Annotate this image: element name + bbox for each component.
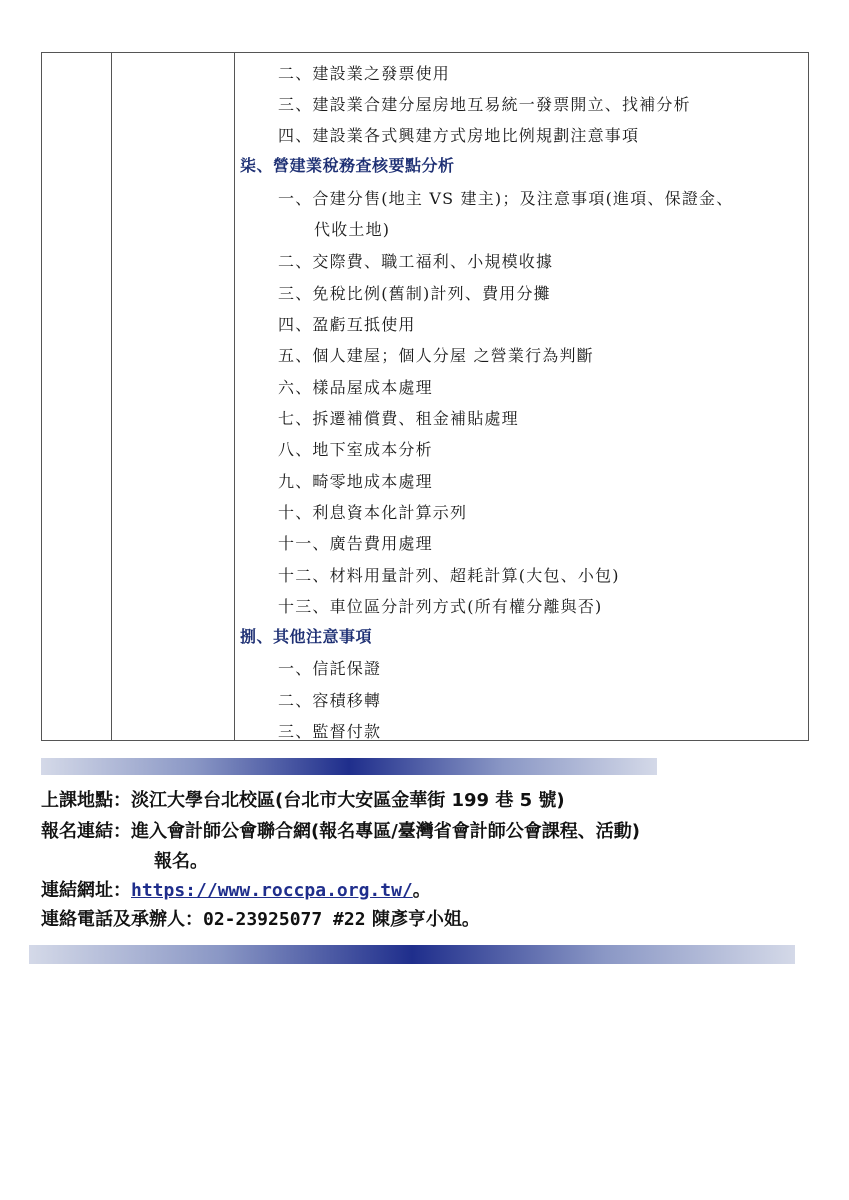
table-column-divider [111,53,112,740]
table-column-divider [234,53,235,740]
decorative-gradient-bar [29,945,795,964]
registration-instructions-continuation: 報名。 [154,851,208,872]
contact-line [41,905,480,931]
website-link[interactable]: https://www.roccpa.org.tw/ [131,880,413,901]
list-item: 一、信託保證 [278,659,382,678]
list-item: 二、容積移轉 [278,691,382,710]
list-item: 二、建設業之發票使用 [278,64,451,83]
list-item: 十三、車位區分計列方式(所有權分離與否) [278,597,603,616]
list-item: 三、免稅比例(舊制)計列、費用分攤 [278,284,551,303]
section-heading: 捌、其他注意事項 [240,627,373,646]
list-item: 四、建設業各式興建方式房地比例規劃注意事項 [278,126,640,145]
list-item: 四、盈虧互抵使用 [278,315,416,334]
list-item: 五、個人建屋；個人分屋 之營業行為判斷 [278,346,594,365]
registration-instructions: 報名連結：進入會計師公會聯合網(報名專區/臺灣省會計師公會課程、活動) [41,821,641,842]
link-suffix: 。 [412,880,431,901]
list-item: 十、利息資本化計算示列 [278,503,468,522]
list-item: 八、地下室成本分析 [278,440,433,459]
list-item: 三、建設業合建分屋房地互易統一發票開立、找補分析 [278,95,691,114]
section-heading: 柒、營建業稅務查核要點分析 [240,156,455,175]
contact-person: 陳彥亨小姐。 [365,909,480,930]
list-item-continuation: 代收土地) [314,220,391,239]
link-label: 連結網址： [41,880,131,901]
contact-label: 連絡電話及承辦人： [41,909,203,930]
list-item: 二、交際費、職工福利、小規模收據 [278,252,554,271]
list-item: 六、樣品屋成本處理 [278,378,433,397]
course-location: 上課地點：淡江大學台北校區(台北市大安區金華街 199 巷 5 號) [41,790,565,811]
list-item: 三、監督付款 [278,722,382,741]
list-item: 十二、材料用量計列、超耗計算(大包、小包) [278,566,620,585]
link-line [41,876,431,902]
list-item: 一、合建分售(地主 VS 建主)；及注意事項(進項、保證金、 [278,189,734,208]
list-item: 七、拆遷補償費、租金補貼處理 [278,409,519,428]
list-item: 九、畸零地成本處理 [278,472,433,491]
contact-phone: 02-23925077 #22 [203,909,366,930]
decorative-gradient-bar [41,758,657,775]
list-item: 十一、廣告費用處理 [278,534,433,553]
